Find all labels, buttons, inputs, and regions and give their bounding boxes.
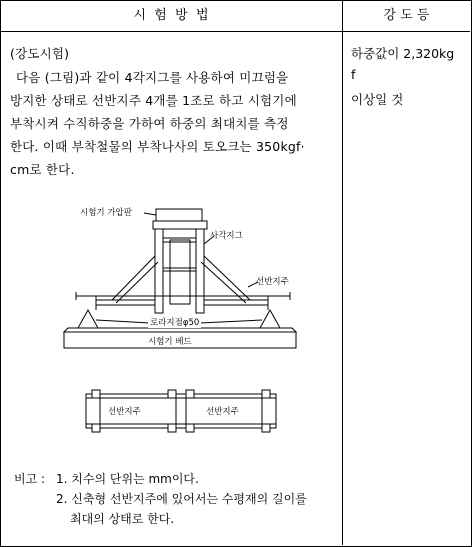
label-plan-post-left: 선반지주 [108,407,141,417]
label-press-plate: 시험기 가압판 [80,208,132,218]
method-line-2: 방지한 상태로 선반지주 4개를 1조로 하고 시험기에 [10,93,297,108]
post-right-shape [196,229,204,313]
label-test-bed: 시험기 베드 [148,337,192,347]
notes-item-1: 1. 치수의 단위는 mm이다. [56,472,199,486]
strength-line-1: 하중값이 2,320kg [351,46,455,61]
roller-right-shape [260,310,280,328]
roller-left-shape [78,310,98,328]
method-title: (강도시험) [10,46,70,61]
label-roller: 로라지점φ50 [150,318,200,328]
label-plan-post-right: 선반지주 [206,407,239,417]
method-line-3: 부착시켜 수직하중을 가하여 하중의 최대치를 측정 [10,116,289,131]
strength-line-2: f [351,67,356,82]
method-line-1: 다음 (그림)과 같이 4각지그를 사용하여 미끄럼을 [16,70,289,85]
press-plate-shape [156,209,202,221]
label-shelf-post: 선반지주 [256,277,289,287]
strength-line-3: 이상일 것 [351,92,404,107]
notes-item-2-cont: 최대의 상태로 한다. [70,512,175,526]
center-post-shape [170,240,190,304]
jig-top-shape [153,221,207,229]
method-line-5: cm로 한다. [10,162,75,177]
method-line-4: 한다. 이때 부착철물의 부착나사의 토오크는 350kgf· [10,139,305,154]
label-square-jig: 사각지그 [210,231,243,241]
notes-prefix: 비고 : [14,472,46,486]
notes-item-2: 2. 신축형 선반지주에 있어서는 수평재의 길이를 [56,492,307,506]
header-test-method: 시 험 방 법 [133,8,209,23]
post-left-shape [155,229,163,313]
header-strength: 강 도 등 [383,8,430,23]
